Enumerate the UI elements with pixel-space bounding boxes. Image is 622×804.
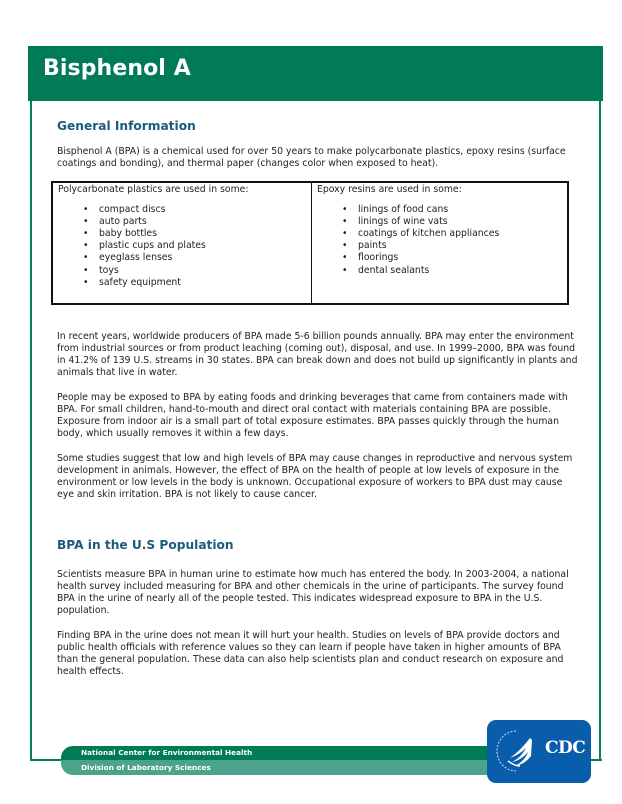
interpretation-paragraph: Finding BPA in the urine does not mean it will hurt your health. Studies on levels of BPA provide doctors and public health officials with reference values so they can learn if people have taken in higher amounts of BPA than the general population. These data can also help scientists plan and conduct research on exposure and health effects.: [57, 630, 564, 678]
uses-table: [51, 181, 569, 305]
epoxy-list: [317, 204, 562, 277]
list-item: • plastic cups and plates: [99, 240, 306, 252]
list-item: • compact discs: [99, 204, 306, 216]
epoxy-column: [312, 183, 567, 303]
list-item: • auto parts: [99, 216, 306, 228]
cdc-logo-text: CDC: [545, 738, 586, 758]
exposure-paragraph: People may be exposed to BPA by eating foods and drinking beverages that came from containers made with BPA. For small children, hand-to-mouth and direct oral contact with materials containing BPA are possible. Exposure from indoor air is a small part of total exposure estimates. BPA passes quickly through the human body, which usually removes it within a few days.: [57, 392, 568, 440]
us-population-heading: BPA in the U.S Population: [57, 538, 234, 552]
page-title: Bisphenol A: [43, 56, 191, 81]
footer-division-name: Division of Laboratory Sciences: [61, 760, 488, 775]
polycarbonate-column: [53, 183, 312, 303]
footer-connector-right: [590, 759, 602, 761]
epoxy-heading: Epoxy resins are used in some:: [317, 184, 462, 195]
header-band: [28, 46, 603, 101]
hhs-eagle-seal-icon: [496, 728, 536, 774]
footer-center-name: National Center for Environmental Health: [61, 746, 488, 760]
list-item: • dental sealants: [358, 265, 562, 277]
list-item: • paints: [358, 240, 562, 252]
list-item: • coatings of kitchen appliances: [358, 228, 562, 240]
health-effects-paragraph: Some studies suggest that low and high levels of BPA may cause changes in reproductive and nervous system development in animals. However, the effect of BPA on the health of people at low levels of exposure in the environment or low levels in the body is unknown. Occupational exposure of workers to BPA dust may cause eye and skin irritation. BPA is not likely to cause cancer.: [57, 453, 573, 501]
list-item: • linings of wine vats: [358, 216, 562, 228]
list-item: • baby bottles: [99, 228, 306, 240]
polycarbonate-heading: Polycarbonate plastics are used in some:: [58, 184, 249, 195]
measurement-paragraph: Scientists measure BPA in human urine to estimate how much has entered the body. In 2003-2004, a national health survey included measuring for BPA and other chemicals in the urine of participants. The survey found BPA in the urine of nearly all of the people tested. This indicates widespread exposure to BPA in the U.S. population.: [57, 569, 569, 617]
intro-paragraph: Bisphenol A (BPA) is a chemical used for over 50 years to make polycarbonate plastics, epoxy resins (surface coatings and bonding), and thermal paper (changes color when exposed to heat).: [57, 146, 566, 170]
polycarbonate-list: [58, 204, 306, 289]
list-item: • linings of food cans: [358, 204, 562, 216]
footer-bar: [61, 746, 488, 775]
list-item: • floorings: [358, 252, 562, 264]
footer-connector-left: [30, 759, 62, 761]
general-information-heading: General Information: [57, 119, 196, 133]
production-paragraph: In recent years, worldwide producers of BPA made 5-6 billion pounds annually. BPA may enter the environment from industrial sources or from product leaching (coming out), disposal, and use. In 1999–2000, BPA was found in 41.2% of 139 U.S. streams in 30 states. BPA can break down and does not build up significantly in plants and animals that live in water.: [57, 331, 578, 379]
list-item: • toys: [99, 265, 306, 277]
list-item: • safety equipment: [99, 277, 306, 289]
list-item: • eyeglass lenses: [99, 252, 306, 264]
cdc-logo: [487, 720, 591, 783]
